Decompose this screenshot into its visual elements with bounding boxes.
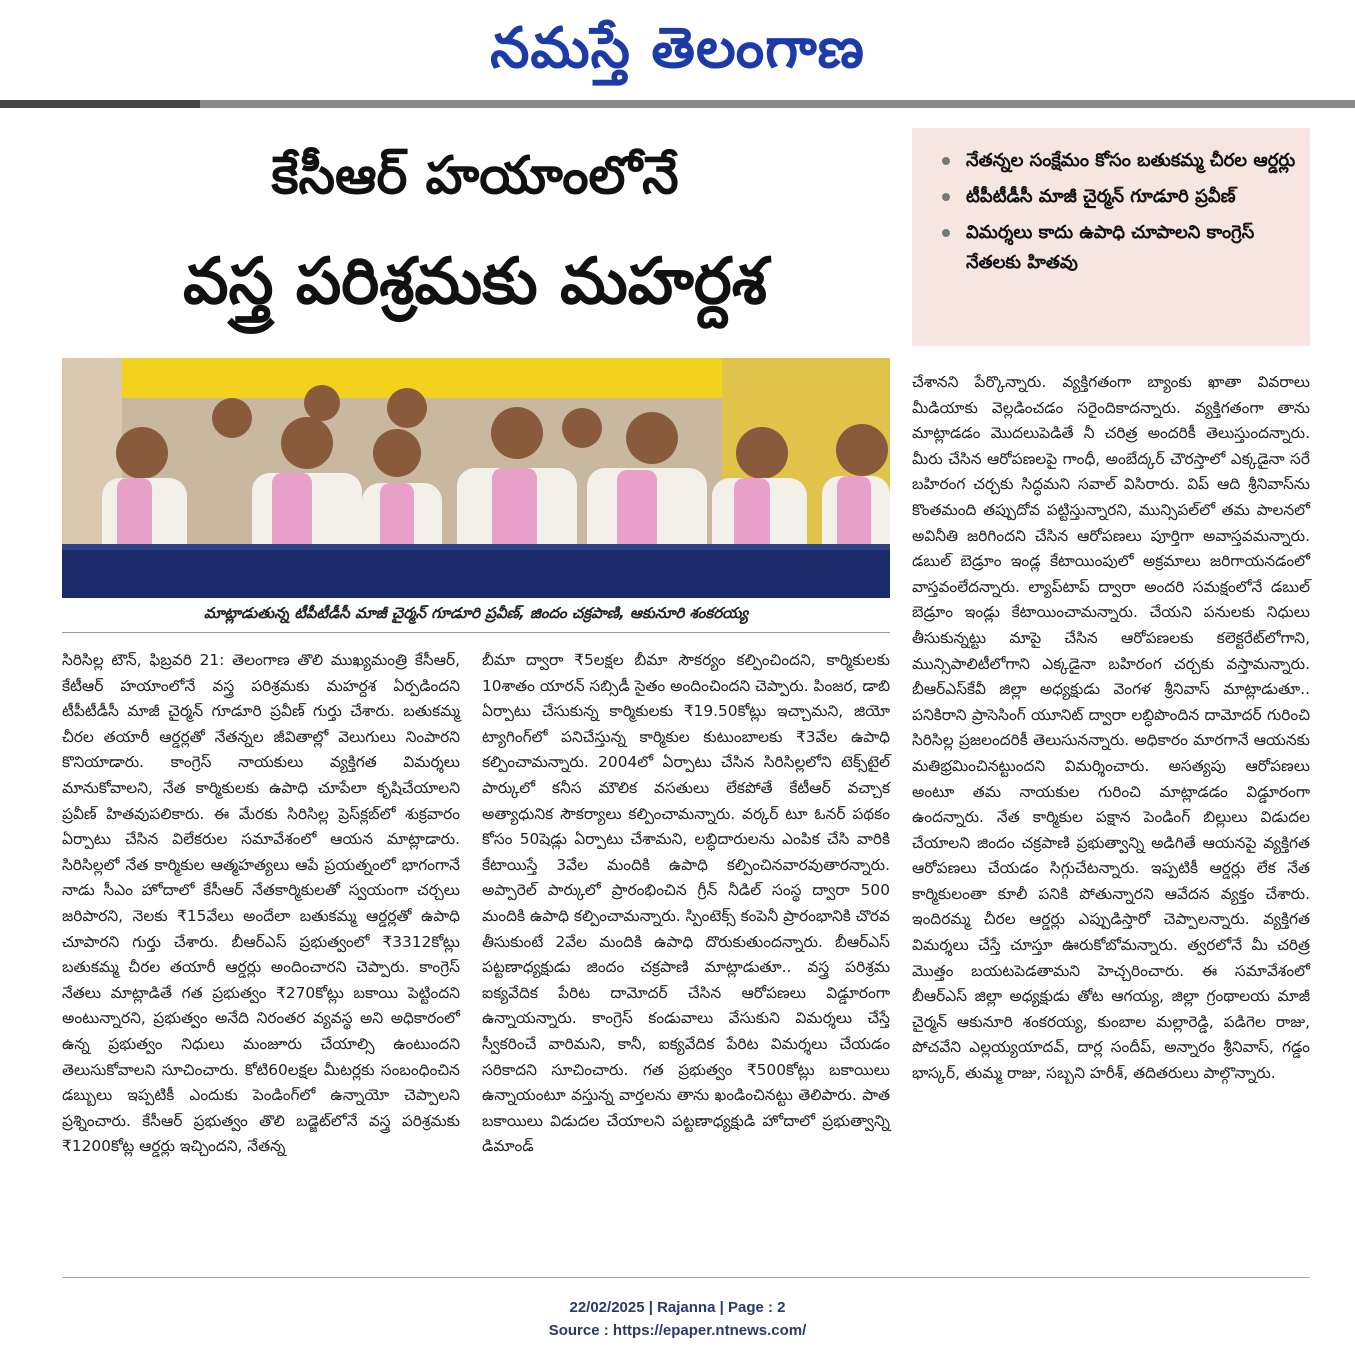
bullet-icon [942,157,950,165]
footer-divider [62,1277,1310,1278]
article-column-1 [62,648,460,1160]
photo-caption: మాట్లాడుతున్న టీపీటీడీసీ మాజీ చైర్మన్ గూడూరి ప్రవీణ్, జిందం చక్రపాణి, ఆకునూరి శంకరయ్య [203,604,749,622]
highlight-text: విమర్శలు కాదు ఉపాధి చూపాలని కాంగ్రెస్ నేతలకు హితవు [966,222,1255,273]
highlight-item [942,182,1300,212]
highlight-item [942,218,1300,278]
headline-line1: కేసీఆర్ హయాంలోనే [271,146,679,206]
highlight-text: టీపీటీడీసీ మాజీ చైర్మన్ గూడూరి ప్రవీణ్ [966,186,1236,207]
masthead-rule-accent [200,100,1355,108]
headline-line2: వస్త్ర పరిశ్రమకు మహర్దశ [183,245,767,319]
column-text: చేశానని పేర్కొన్నారు. వ్యక్తిగతంగా బ్యాంకు ఖాతా వివరాలు మీడియాకు వెల్లడించడం సరైందికాదన్నారు. వ్యక్తిగతంగా తాను మాట్లాడడం మొదలుపెడితే నీ చరిత్ర అందరికీ తెలుస్తుందన్నారు. మీరు చేసిన ఆరోపణలపై గాంధీ, అంబేద్కర్ చౌరస్తాలో ఎక్కడైనా సరే బహిరంగ చర్చకు సిద్ధమని సవాల్ విసిరారు. విప్ ఆది శ్రీనివాస్‌ను కొంతమంది తప్పుదోవ పట్టిస్తున్నారని, మున్సిపల్‌లో తమ పాలనలో అవినీతి జరిగిందని చేసిన ఆరోపణలు పూర్తిగా అవాస్తవమన్నారు. డబుల్ బెడ్రూం ఇండ్ల కేటాయింపులో అక్రమాలు జరిగాయనడంలో వాస్తవంలేదన్నారు. ల్యాప్‌టాప్ ద్వారా అందరి సమక్షంలోనే డబుల్ బెడ్రూం ఇండ్లు కేటాయించామన్నారు. చేయని పనులకు నిధులు తీసుకున్నట్టు మాపై చేసిన ఆరోపణలకు కలెక్టరేట్‌లోగాని, మున్సిపాలిటీలోగాని ఎక్కడైనా బహిరంగ చర్చకు వస్తామన్నారు. బీఆర్ఎస్‌కేవీ జిల్లా అధ్యక్షుడు వెంగళ శ్రీనివాస్ మాట్లాడుతూ.. పనికిరాని ప్రాసెసింగ్ యూనిట్ ద్వారా లబ్ధిపొందిన దామోదర్ గురించి సిరిసిల్ల ప్రజలందరికీ తెలుసునన్నారు. అధికారం మారగానే ఆయనకు మతిభ్రమించినట్టుందని విమర్శించారు. అసత్యపు ఆరోపణలు అంటూ తమ నాయకుల గురించి మాట్లాడడం విడ్డూరంగా ఉందన్నారు. నేత కార్మికుల పక్షాన పెండింగ్ బిల్లులు విడుదల చేయాలని జిందం చక్రపాణి ప్రభుత్వాన్ని అడిగితే ఆయనపై వ్యక్తిగత ఆరోపణలు చేయడం సిగ్గుచేటన్నారు. ఇప్పటికీ ఆర్డర్లు లేక నేత కార్మికులంతా కూలీ పనికి పోతున్నారని ఆవేదన వ్యక్తం చేశారు. ఇందిరమ్మ చీరల ఆర్డర్లు ఎప్పుడిస్తారో చెప్పాలన్నారు. వ్యక్తిగత విమర్శలు చేస్తే చూస్తూ ఊరుకోబోమన్నారు. త్వరలోనే మీ చరిత్ర మొత్తం బయటపెడతామని హెచ్చరించారు. ఈ సమావేశంలో బీఆర్ఎస్ జిల్లా అధ్యక్షుడు తోట ఆగయ్య, జిల్లా గ్రంథాలయ మాజీ చైర్మన్ ఆకునూరి శంకరయ్య, కుంబాల మల్లారెడ్డి, పడిగెల రాజు, పోచవేని ఎల్లయ్యయాదవ్, దార్ల సందీప్, అన్నారం శ్రీనివాస్, గడ్డం భాస్కర్, తుమ్మ రాజు, సబ్బని హరీశ్, తదితరులు పాల్గొన్నారు. [912,373,1310,1083]
bullet-icon [942,193,950,201]
highlight-text: నేతన్నల సంక్షేమం కోసం బతుకమ్మ చీరల ఆర్డర్లు [966,150,1296,171]
press-meet-photo [62,358,890,598]
article-column-2 [482,648,890,1160]
article-column-3 [912,370,1310,1087]
masthead [0,0,1355,100]
highlights-box [912,128,1310,346]
highlight-item [942,146,1300,176]
footer-date-line: 22/02/2025 | Rajanna | Page : 2 [569,1299,786,1316]
caption-divider [62,632,890,633]
column-text: బీమా ద్వారా ₹5లక్షల బీమా సౌకర్యం కల్పించిందని, కార్మికులకు 10శాతం యారన్ సబ్సిడీ సైతం అందించిందని చెప్పారు. పింజర, డాబి ఏర్పాటు చేసుకున్న కార్మికులకు ₹19.50కోట్లు ఇచ్చామని, జియో ట్యాగింగ్‌లో పనిచేస్తున్న కార్మికుల కుటుంబాలకు ₹3వేల ఉపాధి కల్పించామన్నారు. 2004లో ఏర్పాటు చేసిన సిరిసిల్లలోని టెక్స్‌టైల్ పార్కులో కనీస మౌలిక వసతులు లేకపోతే కేటీఆర్ వచ్చాక అత్యాధునిక సౌకర్యాలు కల్పించామన్నారు. వర్కర్ టూ ఓనర్ పథకం కోసం 50షెడ్లు ఏర్పాటు చేశామని, లబ్ధిదారులను ఎంపిక చేసి వారికి కేటాయిస్తే 3వేల మందికి ఉపాధి కల్పించినవారవుతారన్నారు. అప్పారెల్ పార్కులో ప్రారంభించిన గ్రీన్ నీడిల్ సంస్థ ద్వారా 500 మందికి ఉపాధి కల్పించామన్నారు. స్పింటెక్స్ కంపెనీ ప్రారంభానికి చొరవ తీసుకుంటే 2వేల మందికి ఉపాధి దొరుకుతుందన్నారు. బీఆర్ఎస్ పట్టణాధ్యక్షుడు జిందం చక్రపాణి మాట్లాడుతూ.. వస్త్ర పరిశ్రమ ఐక్యవేదిక పేరిట దామోదర్ చేసిన ఆరోపణలు విడ్డూరంగా ఉన్నాయన్నారు. కాంగ్రెస్ కండువాలు వేసుకుని విమర్శలు చేస్తే స్వీకరించే వారిమని, కానీ, ఐక్యవేదిక పేరిట విమర్శలు చేయడం సరికాదని సూచించారు. గత ప్రభుత్వం ₹500కోట్లు బకాయిలు ఉన్నాయంటూ వస్తున్న వార్తలను తాను ఖండించినట్టు తెలిపారు. పాత బకాయిలు విడుదల చేయాలని పట్టణాధ్యక్షుడి హోదాలో ప్రభుత్వాన్ని డిమాండ్ [482,651,890,1156]
newspaper-title: నమస్తే తెలంగాణ [490,15,865,81]
footer-source-line: Source : https://epaper.ntnews.com/ [548,1322,807,1339]
column-text: సిరిసిల్ల టౌన్, ఫిబ్రవరి 21: తెలంగాణ తొలి ముఖ్యమంత్రి కేసీఆర్, కేటీఆర్ హయాంలోనే వస్త్ర పరిశ్రమకు మహర్దశ ఏర్పడిందని టీపీటీడీసీ మాజీ చైర్మన్ గూడూరి ప్రవీణ్ గుర్తు చేశారు. బతుకమ్మ చీరల తయారీ ఆర్డర్లతో నేతన్నల జీవితాల్లో వెలుగులు నింపారని కొనియాడారు. కాంగ్రెస్ నాయకులు వ్యక్తిగత విమర్శలు మానుకోవాలని, నేత కార్మికులకు ఉపాధి చూపేలా కృషిచేయాలని ప్రవీణ్ హితవుపలికారు. ఈ మేరకు సిరిసిల్ల ప్రెస్‌క్లబ్‌లో శుక్రవారం ఏర్పాటు చేసిన విలేకరుల సమావేశంలో ఆయన మాట్లాడారు. సిరిసిల్లలో నేత కార్మికుల ఆత్మహత్యలు ఆపే ప్రయత్నంలో భాగంగానే నాడు సీఎం హోదాలో కేసీఆర్ నేతకార్మికులతో స్వయంగా చర్చలు జరిపారని, నెలకు ₹15వేలు అందేలా బతుకమ్మ ఆర్డర్లతో ఉపాధి చూపారని గుర్తు చేశారు. బీఆర్ఎస్ ప్రభుత్వంలో ₹3312కోట్లు బతుకమ్మ చీరల తయారీ ఆర్డర్లు అందించారని చెప్పారు. కాంగ్రెస్ నేతలు మాట్లాడితే గత ప్రభుత్వం ₹270కోట్లు బకాయి పెట్టిందని అంటున్నారని, ప్రభుత్వం అనేది నిరంతర వ్యవస్థ అని అధికారంలో ఉన్న ప్రభుత్వం నిధులు మంజూరు చేయాల్సి ఉంటుందని తెలుసుకోవాలని సూచించారు. కోటి60లక్షల మీటర్లకు సంబంధించిన డబ్బులు ఇప్పటికీ ఎందుకు పెండింగ్‌లో ఉన్నాయో చెప్పాలని ప్రశ్నించారు. కేసీఆర్ ప్రభుత్వం తొలి బడ్జెట్‌లోనే వస్త్ర పరిశ్రమకు ₹1200కోట్ల ఆర్డర్లు ఇచ్చిందని, నేతన్న [62,651,460,1156]
footer [0,1296,1355,1342]
bullet-icon [942,229,950,237]
